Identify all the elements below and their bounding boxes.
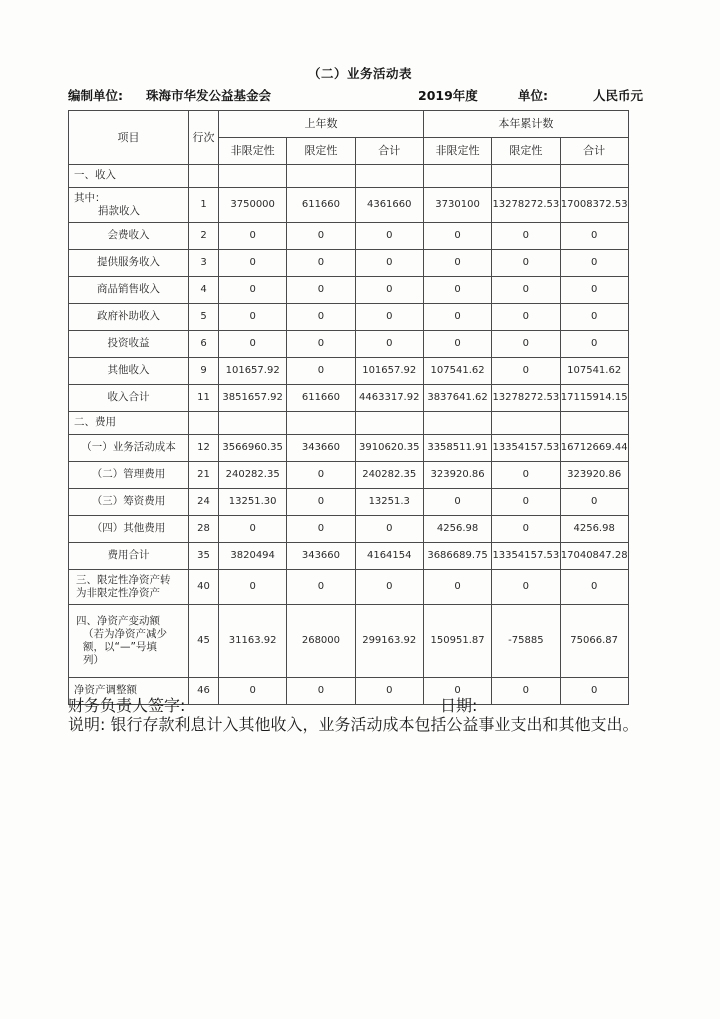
value-prior-unrestricted: 0 xyxy=(219,223,287,250)
row-line-number: 35 xyxy=(189,543,219,570)
row-label-line: 三、限定性净资产转 xyxy=(76,573,171,586)
column-header-item: 项目 xyxy=(69,111,189,165)
value-prior-unrestricted: 101657.92 xyxy=(219,358,287,385)
value-current-unrestricted: 0 xyxy=(423,331,491,358)
value-current-total: 17115914.15 xyxy=(560,385,628,412)
value-current-restricted: 0 xyxy=(492,223,560,250)
value-current-unrestricted xyxy=(423,412,491,435)
subcolumn-current-restricted: 限定性 xyxy=(492,138,560,165)
value-current-restricted: 13278272.53 xyxy=(492,188,560,223)
value-current-unrestricted: 3730100 xyxy=(423,188,491,223)
value-prior-unrestricted: 13251.30 xyxy=(219,489,287,516)
subcolumn-current-total: 合计 xyxy=(560,138,628,165)
statement-table-container xyxy=(68,110,628,705)
row-line-number: 11 xyxy=(189,385,219,412)
value-current-total: 0 xyxy=(560,277,628,304)
statement-meta-header xyxy=(68,86,644,104)
value-current-total: 4256.98 xyxy=(560,516,628,543)
value-prior-total: 240282.35 xyxy=(355,462,423,489)
row-line-number: 12 xyxy=(189,435,219,462)
table-row xyxy=(69,165,629,188)
value-current-unrestricted: 0 xyxy=(423,304,491,331)
table-row xyxy=(69,605,629,678)
row-line-number: 28 xyxy=(189,516,219,543)
value-current-unrestricted: 0 xyxy=(423,489,491,516)
value-current-restricted: 0 xyxy=(492,489,560,516)
subcolumn-prior-unrestricted: 非限定性 xyxy=(219,138,287,165)
row-line-number: 24 xyxy=(189,489,219,516)
value-current-restricted: 13354157.53 xyxy=(492,543,560,570)
value-current-total: 0 xyxy=(560,489,628,516)
table-row xyxy=(69,385,629,412)
row-label-line: 额，以“—”号填 xyxy=(83,641,157,653)
row-label: 收入合计 xyxy=(69,385,189,412)
table-row xyxy=(69,570,629,605)
value-current-unrestricted: 107541.62 xyxy=(423,358,491,385)
row-label-line: 四、净资产变动额 xyxy=(76,614,160,627)
value-prior-unrestricted: 0 xyxy=(219,516,287,543)
value-prior-total: 0 xyxy=(355,277,423,304)
row-label: （二）管理费用 xyxy=(69,462,189,489)
value-current-restricted: 0 xyxy=(492,304,560,331)
value-prior-unrestricted: 0 xyxy=(219,304,287,331)
row-label-line: 列） xyxy=(83,654,104,667)
value-current-unrestricted: 150951.87 xyxy=(423,605,491,678)
value-current-total xyxy=(560,165,628,188)
row-label: 净资产调整额 xyxy=(69,678,189,705)
table-body xyxy=(69,165,629,705)
value-prior-total: 0 xyxy=(355,516,423,543)
value-current-unrestricted xyxy=(423,165,491,188)
prepared-by-value: 珠海市华发公益基金会 xyxy=(146,88,272,103)
row-line-number: 46 xyxy=(189,678,219,705)
row-label: 一、收入 xyxy=(69,165,189,188)
value-prior-restricted: 0 xyxy=(287,277,355,304)
row-label: 费用合计 xyxy=(69,543,189,570)
row-label-line: 为非限定性净资产 xyxy=(76,587,160,599)
value-current-unrestricted: 3358511.91 xyxy=(423,435,491,462)
value-current-unrestricted: 0 xyxy=(423,678,491,705)
value-prior-restricted: 0 xyxy=(287,570,355,605)
value-current-unrestricted: 323920.86 xyxy=(423,462,491,489)
value-current-restricted: 13354157.53 xyxy=(492,435,560,462)
value-prior-unrestricted: 3750000 xyxy=(219,188,287,223)
table-header xyxy=(69,111,629,165)
value-current-restricted: 0 xyxy=(492,678,560,705)
row-label: 二、费用 xyxy=(69,412,189,435)
currency-value: 人民币元 xyxy=(593,88,644,103)
subcolumn-prior-restricted: 限定性 xyxy=(287,138,355,165)
value-prior-unrestricted: 3851657.92 xyxy=(219,385,287,412)
value-current-unrestricted: 0 xyxy=(423,570,491,605)
value-prior-total: 0 xyxy=(355,678,423,705)
row-line-number xyxy=(189,412,219,435)
table-row xyxy=(69,223,629,250)
table-row xyxy=(69,543,629,570)
value-prior-total: 13251.3 xyxy=(355,489,423,516)
header-row-top xyxy=(69,111,629,138)
value-current-unrestricted: 0 xyxy=(423,250,491,277)
value-prior-unrestricted: 0 xyxy=(219,678,287,705)
value-prior-total: 4463317.92 xyxy=(355,385,423,412)
row-label: 其他收入 xyxy=(69,358,189,385)
value-prior-total xyxy=(355,412,423,435)
value-prior-unrestricted xyxy=(219,165,287,188)
value-current-restricted: -75885 xyxy=(492,605,560,678)
value-current-restricted xyxy=(492,165,560,188)
table-row xyxy=(69,331,629,358)
row-label: 投资收益 xyxy=(69,331,189,358)
row-label: 提供服务收入 xyxy=(69,250,189,277)
row-line-number: 3 xyxy=(189,250,219,277)
row-label: （三）筹资费用 xyxy=(69,489,189,516)
value-prior-total: 0 xyxy=(355,250,423,277)
table-row xyxy=(69,188,629,223)
value-prior-unrestricted: 3566960.35 xyxy=(219,435,287,462)
value-current-unrestricted: 0 xyxy=(423,223,491,250)
value-current-total: 16712669.44 xyxy=(560,435,628,462)
value-prior-total: 101657.92 xyxy=(355,358,423,385)
row-line-number: 40 xyxy=(189,570,219,605)
value-prior-total: 299163.92 xyxy=(355,605,423,678)
value-current-total: 17008372.53 xyxy=(560,188,628,223)
value-current-total xyxy=(560,412,628,435)
table-row xyxy=(69,250,629,277)
currency-label: 单位: xyxy=(518,88,548,103)
row-label: （一）业务活动成本 xyxy=(69,435,189,462)
row-line-number: 21 xyxy=(189,462,219,489)
value-current-total: 0 xyxy=(560,304,628,331)
table-row xyxy=(69,489,629,516)
column-header-line-no: 行次 xyxy=(189,111,219,165)
value-current-restricted: 0 xyxy=(492,516,560,543)
row-line-number xyxy=(189,165,219,188)
signature-line xyxy=(68,693,668,715)
row-line-number: 5 xyxy=(189,304,219,331)
subcolumn-prior-total: 合计 xyxy=(355,138,423,165)
value-prior-restricted: 343660 xyxy=(287,435,355,462)
value-current-total: 0 xyxy=(560,678,628,705)
value-prior-restricted: 0 xyxy=(287,462,355,489)
value-prior-restricted: 0 xyxy=(287,223,355,250)
signature-label: 财务负责人签字: xyxy=(68,696,186,715)
row-label: 商品销售收入 xyxy=(69,277,189,304)
column-group-prior-year: 上年数 xyxy=(219,111,424,138)
date-label: 日期: xyxy=(440,696,478,715)
value-prior-unrestricted: 0 xyxy=(219,331,287,358)
value-prior-restricted: 0 xyxy=(287,250,355,277)
value-current-total: 0 xyxy=(560,331,628,358)
subcolumn-current-unrestricted: 非限定性 xyxy=(423,138,491,165)
row-label xyxy=(69,605,189,678)
value-current-total: 75066.87 xyxy=(560,605,628,678)
value-current-total: 0 xyxy=(560,570,628,605)
row-line-number: 2 xyxy=(189,223,219,250)
row-line-number: 6 xyxy=(189,331,219,358)
value-current-total: 107541.62 xyxy=(560,358,628,385)
value-prior-restricted: 611660 xyxy=(287,385,355,412)
value-prior-unrestricted: 0 xyxy=(219,277,287,304)
value-prior-total: 3910620.35 xyxy=(355,435,423,462)
value-current-unrestricted: 3686689.75 xyxy=(423,543,491,570)
value-current-restricted: 0 xyxy=(492,358,560,385)
value-current-total: 17040847.28 xyxy=(560,543,628,570)
row-line-number: 1 xyxy=(189,188,219,223)
row-label-line: （若为净资产减少 xyxy=(83,627,167,640)
value-prior-restricted: 268000 xyxy=(287,605,355,678)
table-row xyxy=(69,277,629,304)
page-title: （二）业务活动表 xyxy=(307,66,412,81)
value-prior-total: 4361660 xyxy=(355,188,423,223)
value-prior-total: 0 xyxy=(355,304,423,331)
value-prior-restricted: 611660 xyxy=(287,188,355,223)
table-row xyxy=(69,516,629,543)
value-prior-restricted: 0 xyxy=(287,304,355,331)
value-current-restricted: 0 xyxy=(492,250,560,277)
note-line xyxy=(68,712,668,734)
value-current-restricted: 13278272.53 xyxy=(492,385,560,412)
value-prior-restricted: 343660 xyxy=(287,543,355,570)
value-current-restricted: 0 xyxy=(492,277,560,304)
value-prior-unrestricted: 3820494 xyxy=(219,543,287,570)
row-label: （四）其他费用 xyxy=(69,516,189,543)
row-label xyxy=(69,570,189,605)
table-row xyxy=(69,412,629,435)
row-label-line: 其中： xyxy=(74,191,106,204)
value-prior-restricted: 0 xyxy=(287,678,355,705)
table-row xyxy=(69,304,629,331)
row-label: 会费收入 xyxy=(69,223,189,250)
value-current-unrestricted: 0 xyxy=(423,277,491,304)
value-prior-total: 4164154 xyxy=(355,543,423,570)
value-prior-unrestricted: 240282.35 xyxy=(219,462,287,489)
row-label-line: 捐款收入 xyxy=(98,205,140,217)
value-current-total: 323920.86 xyxy=(560,462,628,489)
value-current-total: 0 xyxy=(560,250,628,277)
row-label: 政府补助收入 xyxy=(69,304,189,331)
table-row xyxy=(69,435,629,462)
row-line-number: 9 xyxy=(189,358,219,385)
value-current-unrestricted: 4256.98 xyxy=(423,516,491,543)
value-prior-restricted xyxy=(287,412,355,435)
value-prior-restricted: 0 xyxy=(287,489,355,516)
value-current-restricted: 0 xyxy=(492,331,560,358)
value-current-total: 0 xyxy=(560,223,628,250)
value-prior-unrestricted: 0 xyxy=(219,250,287,277)
row-label xyxy=(69,188,189,223)
value-current-restricted xyxy=(492,412,560,435)
value-prior-total xyxy=(355,165,423,188)
value-prior-unrestricted xyxy=(219,412,287,435)
value-prior-restricted: 0 xyxy=(287,516,355,543)
value-prior-restricted xyxy=(287,165,355,188)
activity-statement-table xyxy=(68,110,629,705)
value-prior-unrestricted: 0 xyxy=(219,570,287,605)
table-row xyxy=(69,462,629,489)
row-line-number: 45 xyxy=(189,605,219,678)
value-current-restricted: 0 xyxy=(492,570,560,605)
value-current-restricted: 0 xyxy=(492,462,560,489)
value-prior-total: 0 xyxy=(355,223,423,250)
row-line-number: 4 xyxy=(189,277,219,304)
reporting-period: 2019年度 xyxy=(418,88,478,103)
statement-note: 说明: 银行存款利息计入其他收入，业务活动成本包括公益事业支出和其他支出。 xyxy=(68,715,639,734)
value-current-unrestricted: 3837641.62 xyxy=(423,385,491,412)
value-prior-restricted: 0 xyxy=(287,358,355,385)
value-prior-restricted: 0 xyxy=(287,331,355,358)
table-row xyxy=(69,358,629,385)
column-group-current-year: 本年累计数 xyxy=(423,111,628,138)
value-prior-total: 0 xyxy=(355,331,423,358)
value-prior-total: 0 xyxy=(355,570,423,605)
value-prior-unrestricted: 31163.92 xyxy=(219,605,287,678)
prepared-by-label: 编制单位: xyxy=(68,88,123,103)
